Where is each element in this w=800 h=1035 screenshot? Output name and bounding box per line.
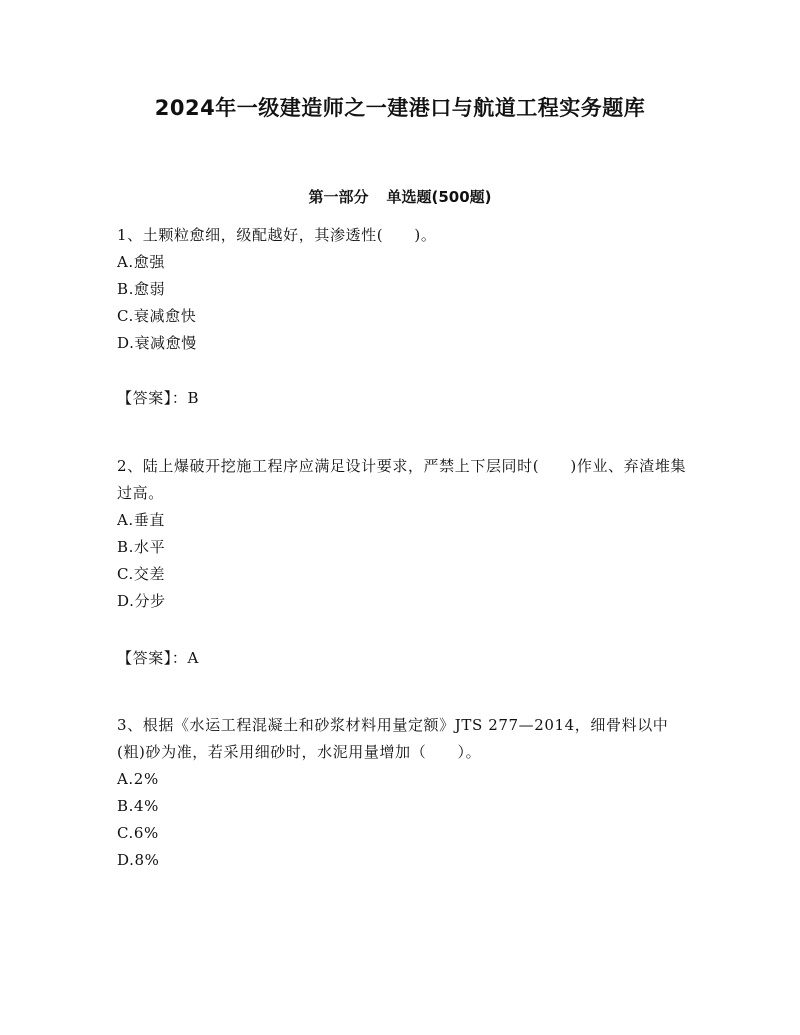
- document-title: 2024年一级建造师之一建港口与航道工程实务题库: [154, 96, 646, 120]
- option-d: D.8%: [117, 851, 160, 869]
- option-a: A.愈强: [117, 253, 166, 271]
- question-text: 1、土颗粒愈细，级配越好，其渗透性( )。: [117, 226, 437, 244]
- question-2: [117, 453, 687, 615]
- option-b: B.4%: [117, 797, 159, 815]
- option-b: B.愈弱: [117, 280, 166, 298]
- option-a: A.垂直: [117, 511, 166, 529]
- section-part: 第一部分: [308, 188, 369, 206]
- option-a: A.2%: [117, 770, 159, 788]
- option-c: C.衰减愈快: [117, 307, 197, 325]
- option-d: D.衰减愈慢: [117, 334, 197, 352]
- question-text: 2、陆上爆破开挖施工程序应满足设计要求，严禁上下层同时( )作业、弃渣堆集过高。: [117, 457, 687, 502]
- section-heading: [0, 186, 800, 207]
- question-1: [117, 222, 687, 357]
- option-c: C.交差: [117, 565, 166, 583]
- option-d: D.分步: [117, 592, 166, 610]
- option-c: C.6%: [117, 824, 159, 842]
- answer-2: 【答案】：A: [117, 649, 199, 667]
- option-b: B.水平: [117, 538, 166, 556]
- question-3: [117, 712, 687, 874]
- question-text: 3、根据《水运工程混凝土和砂浆材料用量定额》JTS 277—2014，细骨料以中(粗)砂为准，若采用细砂时，水泥用量增加（ ）。: [117, 716, 669, 761]
- answer-1: 【答案】：B: [117, 389, 200, 407]
- section-name: 单选题(500题): [386, 188, 492, 206]
